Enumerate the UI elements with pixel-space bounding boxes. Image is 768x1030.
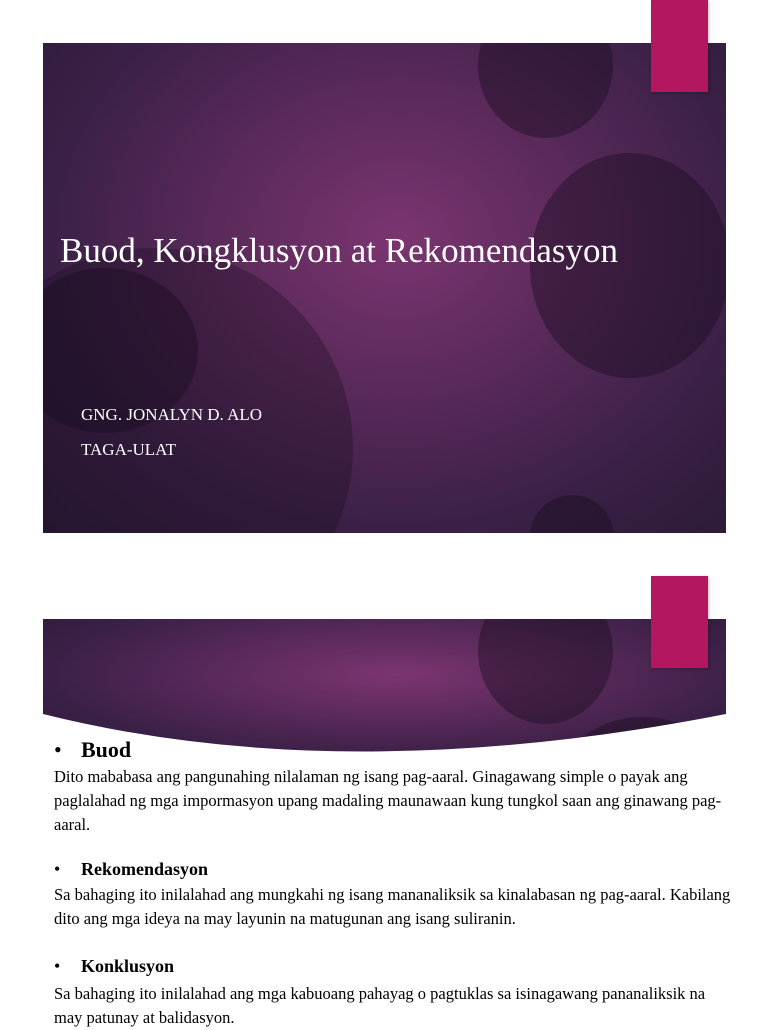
decor-circle [478, 43, 613, 138]
accent-bar [651, 576, 708, 668]
presenter-name: GNG. JONALYN D. ALO [81, 405, 263, 424]
heading-text: Konklusyon [81, 956, 175, 976]
heading-text: Buod [81, 737, 132, 762]
section-heading-konklusyon [54, 956, 174, 977]
section-body-buod: Dito mababasa ang pangunahing nilalaman ng isang pag-aaral. Ginagawang simple o payak ang paglalahad ng mga impormasyon upang madaling maunawaan kung tungkol saan ang ginawang pag-aaral. [54, 767, 722, 834]
bullet: • [54, 737, 62, 762]
bullet: • [54, 956, 61, 976]
section-body-rekomendasyon: Sa bahaging ito inilalahad ang mungkahi ng isang mananaliksik sa kinalabasan ng pag-aaral. Kabilang dito ang mga ideya na may layunin na matugunan ang isang suliranin. [54, 885, 731, 928]
decor-circle [530, 495, 614, 533]
slide-title: Buod, Kongklusyon at Rekomendasyon [60, 231, 619, 270]
section-body-konklusyon: Sa bahaging ito inilalahad ang mga kabuoang pahayag o pagtuklas sa isinagawang pananaliksik na may patunay at balidasyon. [54, 984, 706, 1027]
presenter-role: TAGA-ULAT [81, 440, 176, 459]
header-wave [43, 714, 726, 759]
accent-bar [651, 0, 708, 92]
heading-text: Rekomendasyon [81, 859, 209, 879]
bullet: • [54, 859, 61, 879]
decor-circle [478, 619, 613, 724]
section-heading-buod [54, 737, 131, 763]
content-slide-header [43, 619, 726, 759]
section-heading-rekomendasyon [54, 859, 208, 880]
title-slide [43, 43, 726, 533]
